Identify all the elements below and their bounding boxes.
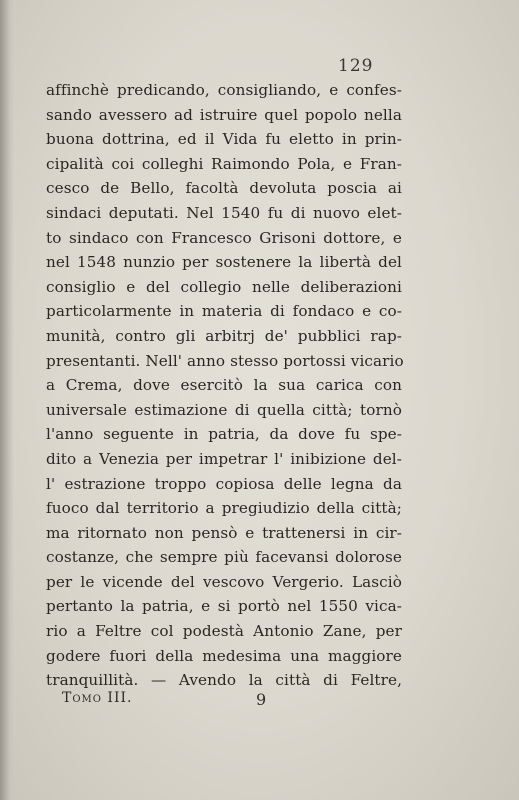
text-line: cipalità coi colleghi Raimondo Pola, e Fran- (46, 154, 402, 173)
text-line: a Crema, dove esercitò la sua carica con (46, 376, 402, 395)
text-line: sindaci deputati. Nel 1540 fu di nuovo elet- (46, 203, 402, 222)
text-line: pertanto la patria, e si portò nel 1550 vica- (46, 597, 402, 616)
text-line: tranquillità. — Avendo la città di Feltre, (46, 671, 402, 690)
volume-label: Tomo III. (62, 690, 133, 706)
text-line: ma ritornato non pensò e trattenersi in cir- (46, 523, 402, 542)
text-line: affinchè predicando, consigliando, e confes- (46, 81, 402, 99)
text-line: presentanti. Nell' anno stesso portossi vicario (46, 351, 404, 370)
body-text (46, 78, 406, 693)
text-line: cesco de Bello, facoltà devoluta poscia ai (46, 179, 402, 198)
text-line: dito a Venezia per impetrar l' inibizione del- (46, 449, 402, 468)
signature-mark: 9 (256, 690, 267, 709)
text-line: universale estimazione di quella città; tornò (46, 400, 402, 419)
text-line: fuoco dal territorio a pregiudizio della città; (46, 499, 402, 518)
page-footer (62, 690, 362, 714)
text-line: l'anno seguente in patria, da dove fu spe- (46, 425, 402, 444)
text-line: costanze, che sempre più facevansi dolorose (46, 548, 402, 567)
page-gutter-shadow (0, 0, 14, 800)
text-line: munità, contro gli arbitrj de' pubblici rap- (46, 326, 402, 345)
text-line: per le vicende del vescovo Vergerio. Lasciò (46, 572, 402, 591)
text-line: to sindaco con Francesco Grisoni dottore, e (46, 228, 402, 247)
page-number: 129 (338, 56, 374, 76)
text-line: nel 1548 nunzio per sostenere la libertà del (46, 253, 402, 272)
text-line: particolarmente in materia di fondaco e co- (46, 302, 402, 321)
text-line: buona dottrina, ed il Vida fu eletto in prin- (46, 130, 402, 149)
text-line: l' estrazione troppo copiosa delle legna da (46, 474, 402, 493)
text-line: rio a Feltre col podestà Antonio Zane, per (46, 622, 402, 641)
text-line: consiglio e del collegio nelle deliberazioni (46, 277, 402, 296)
text-line: sando avessero ad istruire quel popolo nella (46, 105, 402, 124)
text-line: godere fuori della medesima una maggiore (46, 646, 402, 665)
